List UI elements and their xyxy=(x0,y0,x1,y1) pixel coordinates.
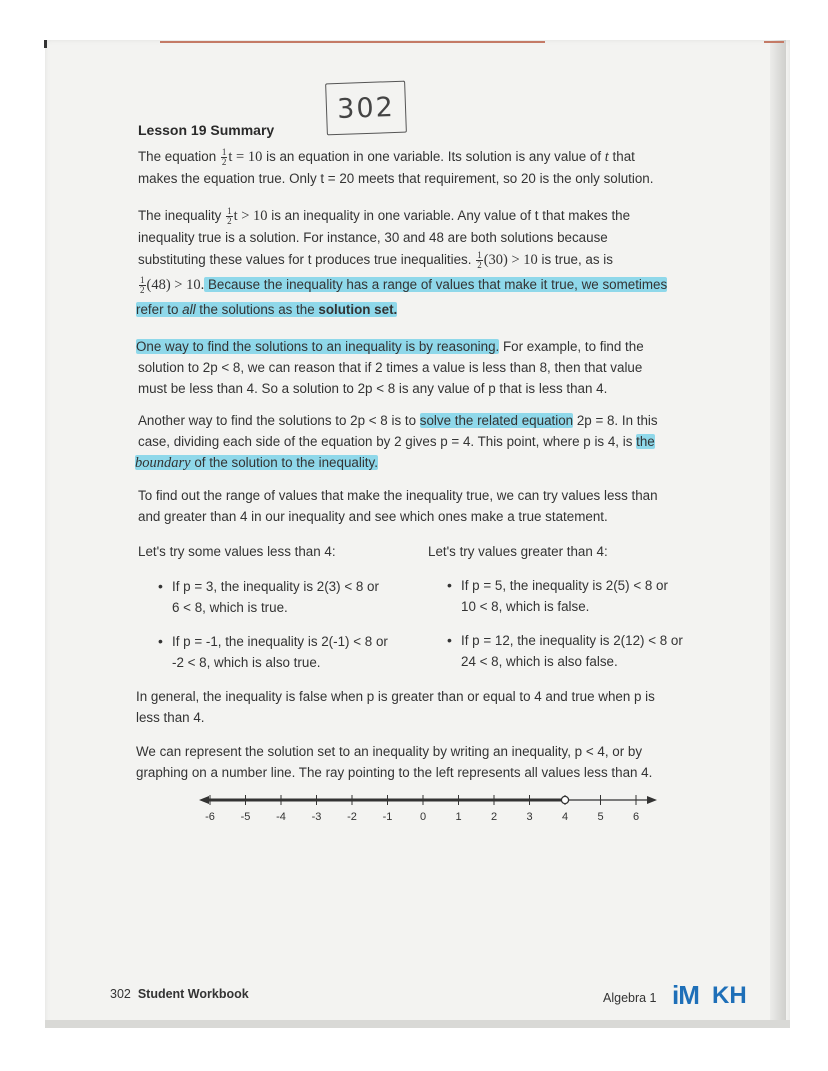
right-bullet-2-line-1: • If p = 12, the inequality is 2(12) < 8 or xyxy=(461,630,683,651)
open-circle xyxy=(561,796,568,803)
fraction: $\frac{1}{2}$ xyxy=(221,146,227,167)
highlight: Because the inequality has a range of values that make it true, we sometimes xyxy=(204,277,668,292)
paragraph-3-line-3: must be less than 4. So a solution to 2p < 8 is any value of p that is less than 4. xyxy=(138,381,608,396)
left-bullet-2-line-2: -2 < 8, which is also true. xyxy=(172,655,321,670)
tick-label: 6 xyxy=(632,811,640,823)
paragraph-1-line-1: The equation $\frac{1}{2}$ t = 10 is an equation in one variable. Its solution is any value of t that xyxy=(138,146,635,167)
page-bottom-edge xyxy=(45,1020,790,1028)
kh-logo: KH xyxy=(712,982,747,1009)
tick-label: 3 xyxy=(526,811,533,823)
left-bullet-1-line-2: 6 < 8, which is true. xyxy=(172,600,288,615)
highlight: solve the related equation xyxy=(419,413,574,428)
page-edge xyxy=(770,40,786,1028)
fraction: $\frac{1}{2}$ xyxy=(140,274,145,295)
paragraph-2-line-3: substituting these values for t produces true inequalities. $\frac{1}{2}$ (30) > 10 is true, as is xyxy=(138,249,613,270)
paragraph-2-line-4: $\frac{1}{2}$ (48) > 10. Because the inequality has a range of values that make it true, we sometimes xyxy=(140,274,668,295)
paragraph-3-line-2: solution to 2p < 8, we can reason that if 2 times a value is less than 8, then that value xyxy=(138,360,643,375)
paragraph-5-line-1: To find out the range of values that make the inequality true, we can try values less than xyxy=(138,488,658,503)
tick-label: 1 xyxy=(455,811,462,823)
im-logo: iM xyxy=(672,980,699,1010)
paragraph-3-line-1: One way to find the solutions to an inequality is by reasoning. For example, to find the xyxy=(136,339,644,354)
lesson-heading: Lesson 19 Summary xyxy=(138,122,275,138)
tick-label: 4 xyxy=(561,811,569,823)
highlight: refer to all the solutions as the solution set. xyxy=(136,302,398,317)
tick-label: 0 xyxy=(419,811,427,823)
paragraph-4-line-3 xyxy=(135,452,378,474)
fraction: $\frac{1}{2}$ xyxy=(227,205,232,226)
tick-label: -5 xyxy=(240,811,251,823)
left-bullet-1-line-1: • If p = 3, the inequality is 2(3) < 8 or xyxy=(172,576,379,597)
paragraph-4-line-2: case, dividing each side of the equation by 2 gives p = 4. This point, where p is 4, is the xyxy=(138,434,655,449)
paragraph-7-line-1: We can represent the solution set to an inequality by writing an inequality, p < 4, or by xyxy=(136,744,643,759)
right-arrow xyxy=(647,796,657,804)
paragraph-5-line-2: and greater than 4 in our inequality and see which ones make a true statement. xyxy=(138,509,608,524)
corner-mark xyxy=(44,40,47,48)
paragraph-2-line-1: The inequality $\frac{1}{2}$ t > 10 is an inequality in one variable. Any value of t that makes the xyxy=(138,205,631,226)
highlight: boundary of the solution to the inequality. xyxy=(135,455,378,471)
left-bullet-2-line-1: • If p = -1, the inequality is 2(-1) < 8 or xyxy=(172,631,388,652)
paragraph-7-line-2: graphing on a number line. The ray pointing to the left represents all values less than 4. xyxy=(136,765,653,780)
footer-course: Algebra 1 xyxy=(603,991,657,1005)
footer-left xyxy=(110,987,249,1001)
tick-label: 5 xyxy=(597,811,604,823)
top-rule-right xyxy=(764,41,784,43)
paragraph-2-line-5 xyxy=(136,299,397,320)
left-column-title: Let's try some values less than 4: xyxy=(138,544,336,559)
highlight: One way to find the solutions to an inequality is by reasoning. xyxy=(136,339,500,354)
paragraph-4-line-1: Another way to find the solutions to 2p < 8 is to solve the related equation 2p = 8. In this xyxy=(138,413,658,428)
right-bullet-1-line-1: • If p = 5, the inequality is 2(5) < 8 or xyxy=(461,575,668,596)
tick-label: -3 xyxy=(311,811,322,823)
highlight: the xyxy=(636,434,655,449)
number-line xyxy=(195,788,665,832)
footer-page-number: 302 xyxy=(110,987,131,1001)
tick-label: -1 xyxy=(382,811,393,823)
paragraph-1-line-2: makes the equation true. Only t = 20 meets that requirement, so 20 is the only solution. xyxy=(138,171,654,186)
footer-book-title: Student Workbook xyxy=(137,987,249,1001)
tick-label: -6 xyxy=(205,811,215,823)
handwritten-page-number: 302 xyxy=(325,81,407,136)
right-column-title: Let's try values greater than 4: xyxy=(428,544,608,559)
fraction: $\frac{1}{2}$ xyxy=(477,249,482,270)
paragraph-6-line-1: In general, the inequality is false when p is greater than or equal to 4 and true when p is xyxy=(136,689,655,704)
tick-label: -2 xyxy=(347,811,357,823)
tick-label: 2 xyxy=(490,811,498,823)
right-bullet-1-line-2: 10 < 8, which is false. xyxy=(461,599,590,614)
tick-label: -4 xyxy=(276,811,286,823)
paragraph-2-line-2: inequality true is a solution. For instance, 30 and 48 are both solutions because xyxy=(138,230,608,245)
top-rule xyxy=(160,41,545,43)
paragraph-6-line-2: less than 4. xyxy=(136,710,205,725)
right-bullet-2-line-2: 24 < 8, which is also false. xyxy=(461,654,618,669)
